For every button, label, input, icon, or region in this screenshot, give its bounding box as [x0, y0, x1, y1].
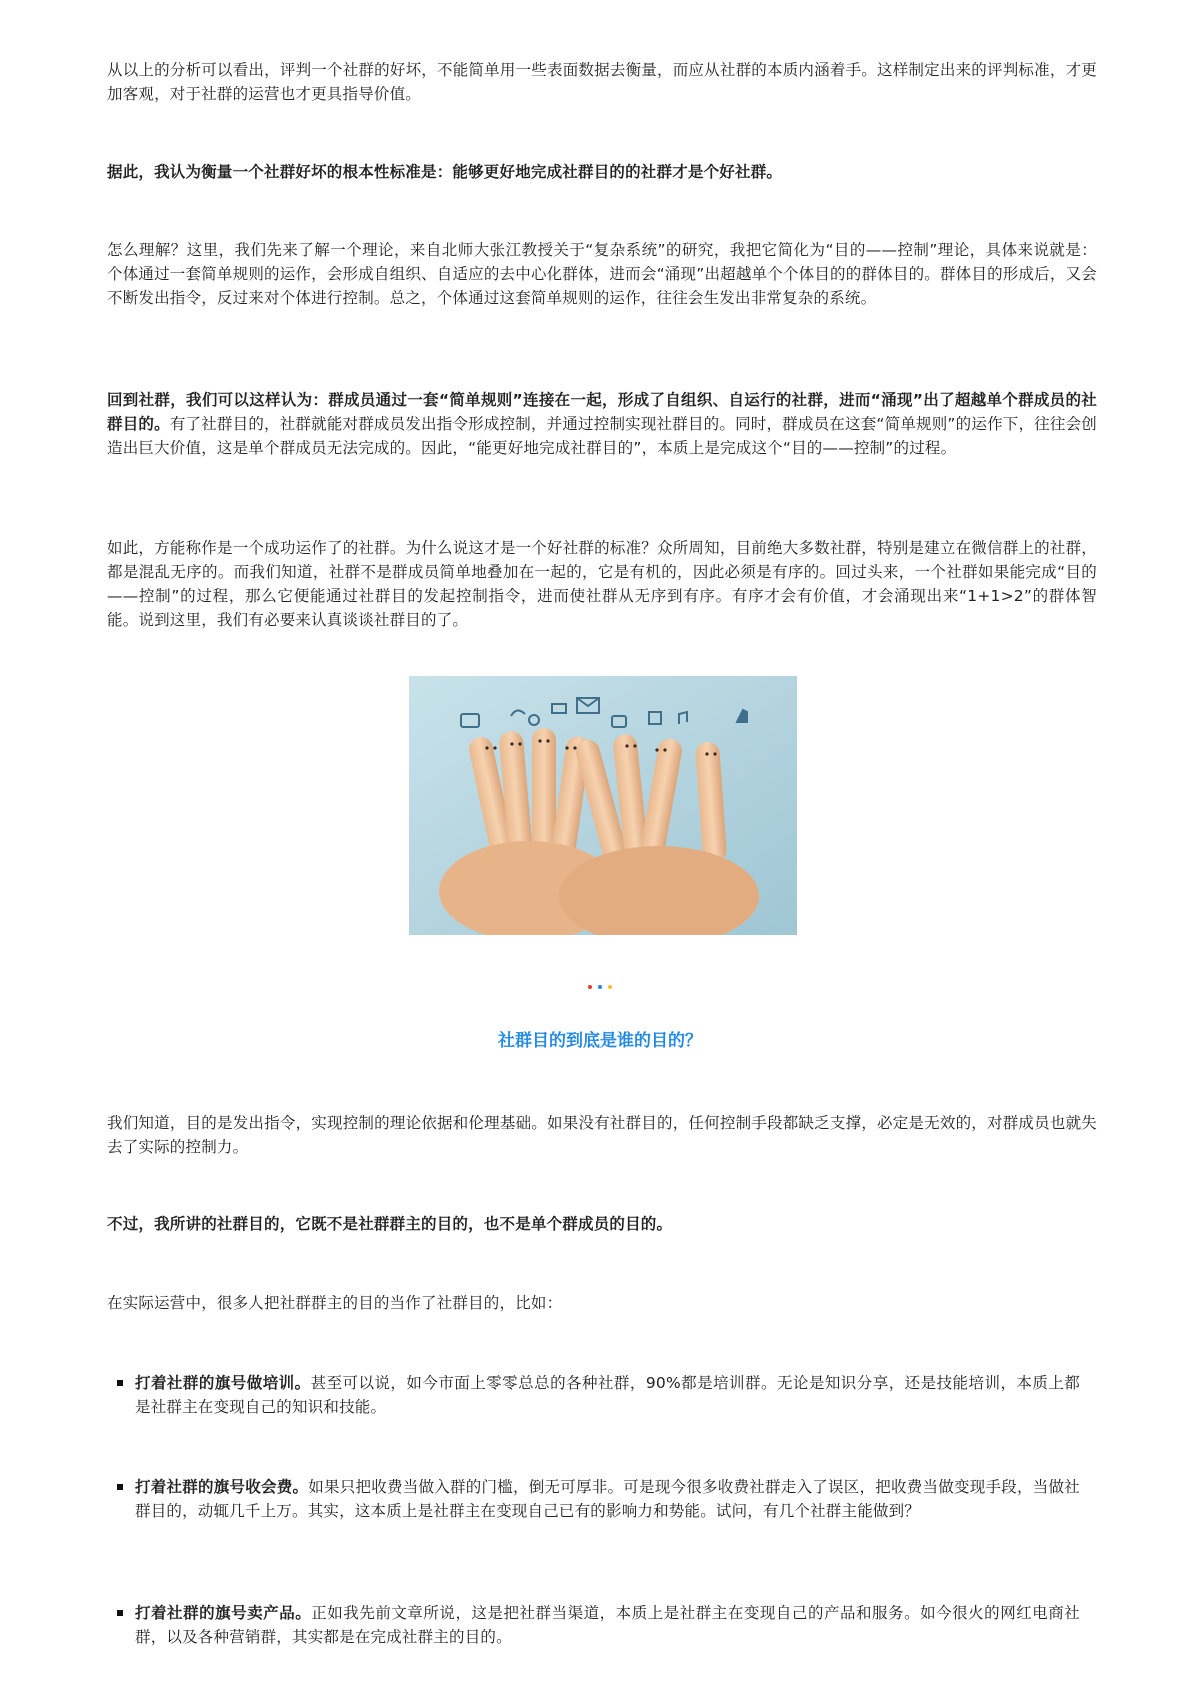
paragraph-7-bold: 不过，我所讲的社群目的，它既不是社群群主的目的，也不是单个群成员的目的。	[107, 1215, 673, 1233]
paragraph-6: 我们知道，目的是发出指令，实现控制的理论依据和伦理基础。如果没有社群目的，任何控制手段都缺乏支撑，必定是无效的，对群成员也就失去了实际的控制力。	[107, 1114, 1097, 1156]
bullet-3-bold: 打着社群的旗号卖产品。	[135, 1604, 312, 1622]
paragraph-3: 怎么理解？这里，我们先来了解一个理论，来自北师大张江教授关于“复杂系统”的研究，我把它简化为“目的——控制”理论，具体来说就是：个体通过一套简单规则的运作，会形成自组织、自适应的去中心化群体，进而会“涌现”出超越单个个体目的的群体目的。群体目的形成后，又会不断发出指令，反过来对个体进行控制。总之，个体通过这套简单规则的运作，往往会生发出非常复杂的系统。	[107, 241, 1097, 307]
section-heading: 社群目的到底是谁的目的？	[498, 1031, 702, 1051]
paragraph-4	[107, 388, 1097, 460]
fingers-illustration	[409, 676, 797, 935]
paragraph-4-bold-lead: 回到社群，我们可以这样认为：群成员通过一套“简单规则”连接在一起，形成了自组织、自运行的社群，进而“涌现”出了超越单个群成员的社群目的。	[107, 391, 1097, 433]
bullet-2-bold: 打着社群的旗号收会费。	[135, 1478, 309, 1496]
bullet-3-text: 正如我先前文章所说，这是把社群当渠道，本质上是社群主在变现自己的产品和服务。如今很火的网红电商社群，以及各种营销群，其实都是在完成社群主的目的。	[135, 1604, 1080, 1646]
paragraph-4-rest: 有了社群目的，社群就能对群成员发出指令形成控制，并通过控制实现社群目的。同时，群成员在这套“简单规则”的运作下，往往会创造出巨大价值，这是单个群成员无法完成的。因此，“能更好地完成社群目的”，本质上是完成这个“目的——控制”的过程。	[107, 415, 1097, 457]
bullet-1-bold: 打着社群的旗号做培训。	[135, 1374, 311, 1392]
bullet-square-icon	[117, 1610, 123, 1616]
fingers-group	[439, 728, 759, 935]
bullet-item-training	[135, 1371, 1080, 1419]
bullet-square-icon	[117, 1484, 123, 1490]
paragraph-5: 如此，方能称作是一个成功运作了的社群。为什么说这才是一个好社群的标准？众所周知，目前绝大多数社群，特别是建立在微信群上的社群，都是混乱无序的。而我们知道，社群不是群成员简单地叠加在一起的，它是有机的，因此必须是有序的。回过头来，一个社群如果能完成“目的——控制”的过程，那么它便能通过社群目的发起控制指令，进而使社群从无序到有序。有序才会有价值，才会涌现出来“1+1>2”的群体智能。说到这里，我们有必要来认真谈谈社群目的了。	[107, 539, 1097, 629]
paragraph-8: 在实际运营中，很多人把社群群主的目的当作了社群目的，比如：	[107, 1294, 563, 1312]
bullet-2-text: 如果只把收费当做入群的门槛，倒无可厚非。可是现今很多收费社群走入了误区，把收费当做变现手段，当做社群目的，动辄几千上万。其实，这本质上是社群主在变现自己已有的影响力和势能。试问，有几个社群主能做到？	[135, 1478, 1080, 1520]
bullet-item-products	[135, 1601, 1080, 1649]
fingers-social-icons-image	[409, 676, 797, 935]
bullet-square-icon	[117, 1380, 123, 1386]
divider-dot-yellow	[608, 985, 612, 989]
paragraph-1: 从以上的分析可以看出，评判一个社群的好坏，不能简单用一些表面数据去衡量，而应从社群的本质内涵着手。这样制定出来的评判标准，才更加客观，对于社群的运营也才更具指导价值。	[107, 61, 1097, 103]
divider-dot-red	[588, 985, 592, 989]
section-divider-dots	[0, 985, 1200, 989]
divider-dot-blue	[598, 985, 602, 989]
bullet-1-text: 甚至可以说，如今市面上零零总总的各种社群，90%都是培训群。无论是知识分享，还是技能培训，本质上都是社群主在变现自己的知识和技能。	[135, 1374, 1080, 1416]
bullet-item-fees	[135, 1475, 1080, 1523]
paragraph-2-bold: 据此，我认为衡量一个社群好坏的根本性标准是：能够更好地完成社群目的的社群才是个好社群。	[107, 163, 783, 181]
